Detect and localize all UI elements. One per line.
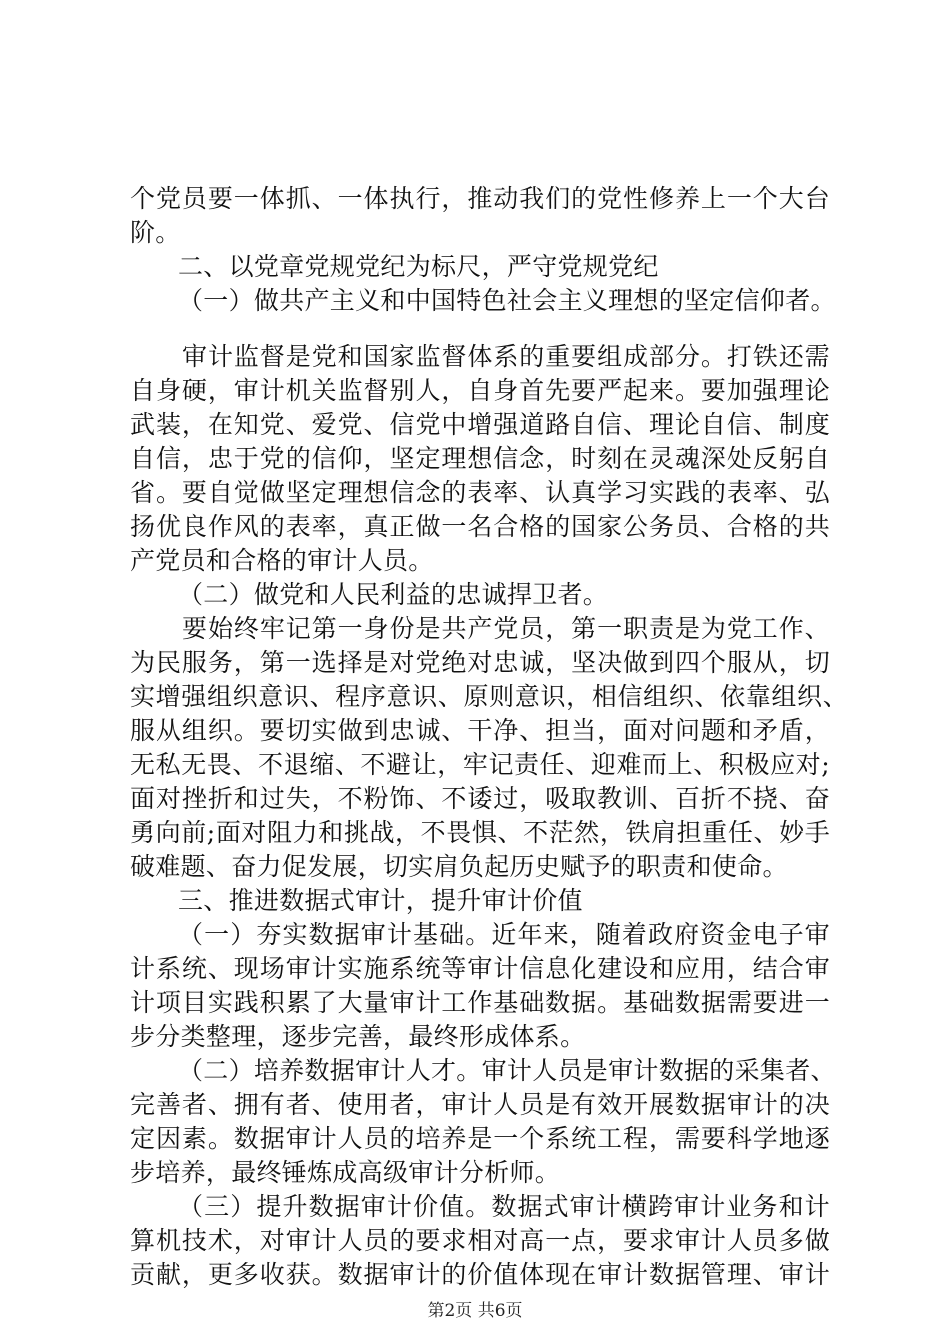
body-text-line: 破难题、奋力促发展，切实肩负起历史赋予的职责和使命。 bbox=[130, 852, 788, 881]
body-text-line: 要始终牢记第一身份是共产党员，第一职责是为党工作、 bbox=[182, 614, 830, 643]
body-text-line: 自信，忠于党的信仰，坚定理想信念，时刻在灵魂深处反躬自 bbox=[130, 444, 830, 473]
section-heading: 三、推进数据式审计，提升审计价值 bbox=[178, 886, 583, 915]
body-text-line: 省。要自觉做坚定理想信念的表率、认真学习实践的表率、弘 bbox=[130, 478, 830, 507]
body-text-line: 定因素。数据审计人员的培养是一个系统工程，需要科学地逐 bbox=[130, 1124, 830, 1153]
body-text-line: 面对挫折和过失，不粉饰、不诿过，吸取教训、百折不挠、奋 bbox=[130, 784, 830, 813]
body-text-line: 个党员要一体抓、一体执行，推动我们的党性修养上一个大台 bbox=[130, 184, 830, 213]
body-text-line: 武装，在知党、爱党、信党中增强道路自信、理论自信、制度 bbox=[130, 410, 830, 439]
body-text-line: 自身硬，审计机关监督别人，自身首先要严起来。要加强理论 bbox=[130, 376, 830, 405]
body-text-line: 贡献，更多收获。数据审计的价值体现在审计数据管理、审计 bbox=[130, 1260, 830, 1289]
body-text-line: 阶。 bbox=[130, 218, 181, 247]
body-text-line: 计项目实践积累了大量审计工作基础数据。基础数据需要进一 bbox=[130, 988, 830, 1017]
section-heading: 二、以党章党规党纪为标尺，严守党规党纪 bbox=[178, 252, 659, 281]
body-text-line: 步分类整理，逐步完善，最终形成体系。 bbox=[130, 1022, 586, 1051]
body-text-line: 算机技术，对审计人员的要求相对高一点，要求审计人员多做 bbox=[130, 1226, 830, 1255]
body-text-line: 服从组织。要切实做到忠诚、干净、担当，面对问题和矛盾， bbox=[130, 716, 830, 745]
body-text-line: 计系统、现场审计实施系统等审计信息化建设和应用，结合审 bbox=[130, 954, 830, 983]
body-text-line: 无私无畏、不退缩、不避让，牢记责任、迎难而上、积极应对; bbox=[130, 750, 830, 779]
subsection-heading: （二）做党和人民利益的忠诚捍卫者。 bbox=[178, 580, 609, 609]
body-text-line: （一）夯实数据审计基础。近年来，随着政府资金电子审 bbox=[178, 920, 830, 949]
page-number-footer: 第2页 共6页 bbox=[427, 1301, 523, 1321]
body-text-line: 产党员和合格的审计人员。 bbox=[130, 546, 434, 575]
body-text-line: （二）培养数据审计人才。审计人员是审计数据的采集者、 bbox=[178, 1056, 836, 1085]
body-text-line: 为民服务，第一选择是对党绝对忠诚，坚决做到四个服从，切 bbox=[130, 648, 830, 677]
body-text-line: 步培养，最终锤炼成高级审计分析师。 bbox=[130, 1158, 561, 1187]
body-text-line: （三）提升数据审计价值。数据式审计横跨审计业务和计 bbox=[178, 1192, 830, 1221]
body-text-line: 实增强组织意识、程序意识、原则意识，相信组织、依靠组织、 bbox=[130, 682, 848, 711]
body-text-line: 审计监督是党和国家监督体系的重要组成部分。打铁还需 bbox=[182, 342, 830, 371]
subsection-heading: （一）做共产主义和中国特色社会主义理想的坚定信仰者。 bbox=[178, 286, 836, 315]
body-text-line: 完善者、拥有者、使用者，审计人员是有效开展数据审计的决 bbox=[130, 1090, 830, 1119]
body-text-line: 勇向前;面对阻力和挑战，不畏惧、不茫然，铁肩担重任、妙手 bbox=[130, 818, 830, 847]
body-text-line: 扬优良作风的表率，真正做一名合格的国家公务员、合格的共 bbox=[130, 512, 830, 541]
